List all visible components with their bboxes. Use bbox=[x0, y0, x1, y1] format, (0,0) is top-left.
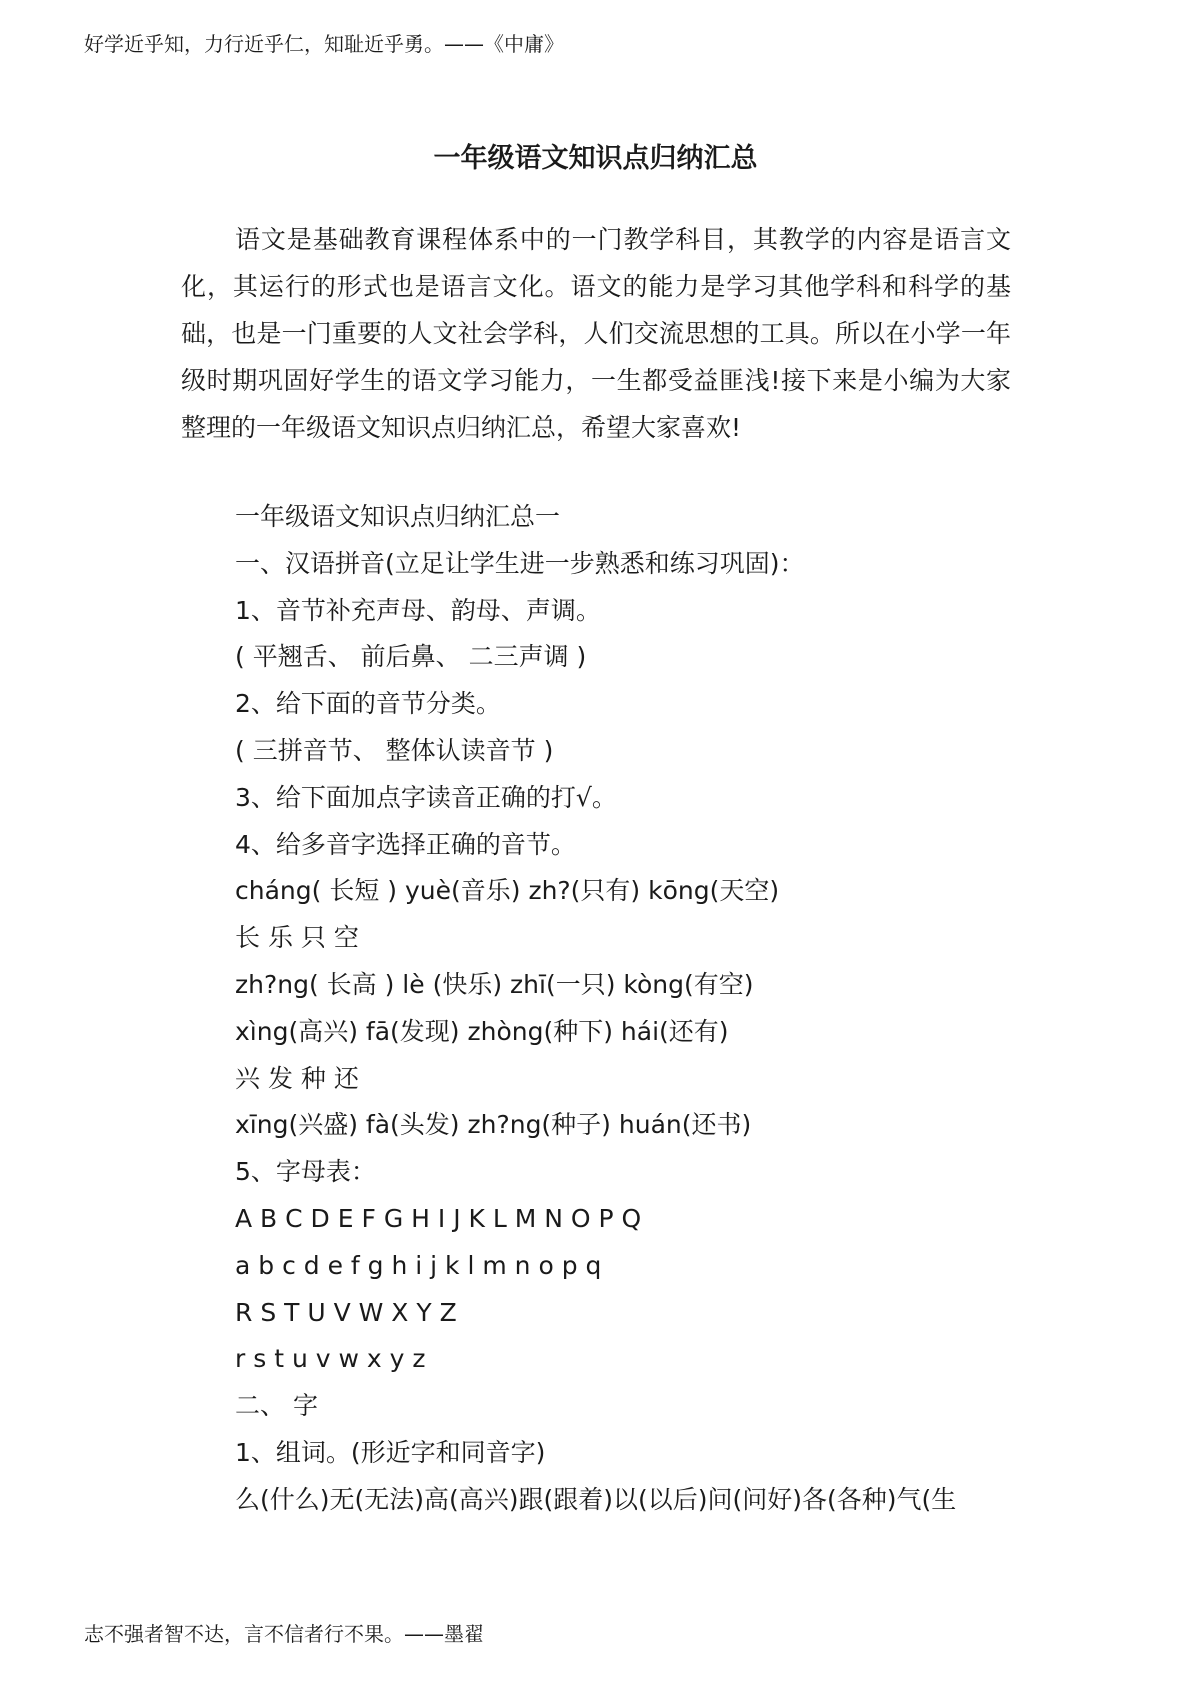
content-line: 么(什么)无(无法)高(高兴)跟(跟着)以(以后)问(问好)各(各种)气(生 bbox=[235, 1484, 957, 1514]
alphabet-line: A B C D E F G H I J K L M N O P Q bbox=[235, 1203, 642, 1233]
character-line: 长 乐 只 空 bbox=[235, 923, 359, 953]
pinyin-line: zh?ng( 长高 ) lè (快乐) zhī(一只) kòng(有空) bbox=[235, 969, 754, 999]
alphabet-line: r s t u v w x y z bbox=[235, 1344, 426, 1374]
pinyin-line: cháng( 长短 ) yuè(音乐) zh?(只有) kōng(天空) bbox=[235, 876, 780, 906]
pinyin-line: xīng(兴盛) fà(头发) zh?ng(种子) huán(还书) bbox=[235, 1110, 752, 1140]
content-line: ( 平翘舌、 前后鼻、 二三声调 ) bbox=[235, 642, 587, 672]
alphabet-line: a b c d e f g h i j k l m n o p q bbox=[235, 1250, 602, 1280]
content-line: 1、组词。(形近字和同音字) bbox=[235, 1437, 546, 1467]
content-line: 5、字母表： bbox=[235, 1157, 376, 1187]
subsection-heading-characters: 二、 字 bbox=[235, 1391, 318, 1421]
intro-paragraph: 语文是基础教育课程体系中的一门教学科目，其教学的内容是语言文化，其运行的形式也是语言文化。语文的能力是学习其他学科和科学的基础，也是一门重要的人文社会学科，人们交流思想的工具。所以在小学一年级时期巩固好学生的语文学习能力，一生都受益匪浅!接下来是小编为大家整理的一年级语文知识点归纳汇总，希望大家喜欢! bbox=[181, 225, 1011, 442]
content-line: 4、给多音字选择正确的音节。 bbox=[235, 829, 576, 859]
content-lines bbox=[235, 494, 1025, 1524]
content-line: ( 三拼音节、 整体认读音节 ) bbox=[235, 735, 554, 765]
header-quote: 好学近乎知，力行近乎仁，知耻近乎勇。——《中庸》 bbox=[84, 32, 564, 56]
document-title: 一年级语文知识点归纳汇总 bbox=[433, 143, 758, 174]
pinyin-line: xìng(高兴) fā(发现) zhòng(种下) hái(还有) bbox=[235, 1016, 729, 1046]
section-heading: 一年级语文知识点归纳汇总一 bbox=[235, 502, 561, 531]
subsection-heading-pinyin: 一、汉语拼音(立足让学生进一步熟悉和练习巩固)： bbox=[235, 548, 805, 578]
content-line: 3、给下面加点字读音正确的打√。 bbox=[235, 782, 617, 812]
alphabet-line: R S T U V W X Y Z bbox=[235, 1297, 457, 1327]
content-line: 1、音节补充声母、韵母、声调。 bbox=[235, 595, 601, 625]
content-line: 2、给下面的音节分类。 bbox=[235, 689, 501, 719]
character-line: 兴 发 种 还 bbox=[235, 1063, 359, 1093]
footer-quote: 志不强者智不达，言不信者行不果。——墨翟 bbox=[84, 1622, 484, 1646]
